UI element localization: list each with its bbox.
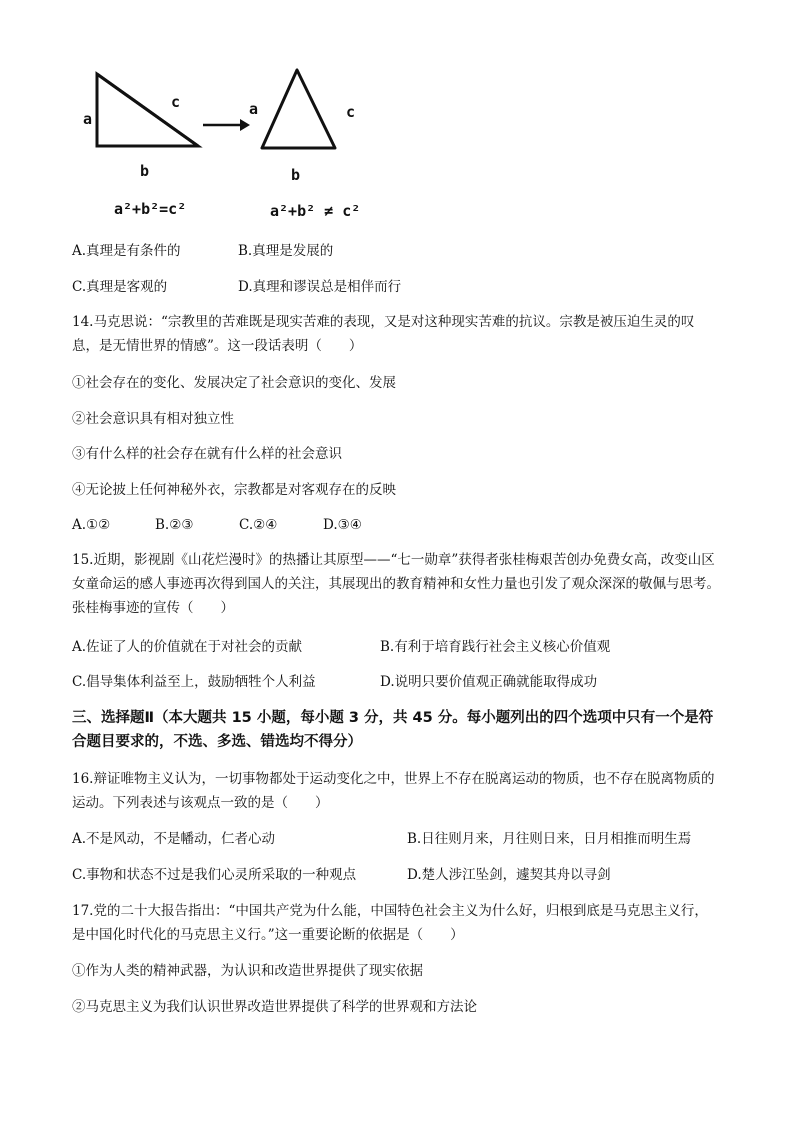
q14-item-4: ④无论披上任何神秘外衣，宗教都是对客观存在的反映 bbox=[72, 482, 396, 498]
q13-option-b: B.真理是发展的 bbox=[238, 243, 334, 259]
q14-stem: 14.马克思说：“宗教里的苦难既是现实苦难的表现，又是对这种现实苦难的抗议。宗教是被压迫生灵的叹息，是无情世界的情感”。这一段话表明（ ） bbox=[72, 314, 695, 354]
left-label-a: a bbox=[83, 110, 93, 128]
q14-option-d: D.③④ bbox=[323, 517, 362, 533]
left-label-c: c bbox=[171, 93, 181, 111]
q14-option-c: C.②④ bbox=[239, 517, 278, 533]
q15-stem: 15.近期，影视剧《山花烂漫时》的热播让其原型——“七一勋章”获得者张桂梅艰苦创办免费女高，改变山区女童命运的感人事迹再次得到国人的关注，其展现出的教育精神和女性力量也引发了观众深深的敬佩与思考。张桂梅事迹的宣传（ ） bbox=[72, 552, 720, 616]
q13-option-c: C.真理是客观的 bbox=[72, 279, 168, 295]
left-label-b: b bbox=[140, 162, 150, 180]
q15-option-b: B.有利于培育践行社会主义核心价值观 bbox=[380, 639, 611, 655]
triangle-diagram bbox=[70, 62, 370, 230]
q16-option-a: A.不是风动，不是幡动，仁者心动 bbox=[72, 831, 276, 847]
q17-item-1: ①作为人类的精神武器，为认识和改造世界提供了现实依据 bbox=[72, 963, 423, 979]
arrow-right-icon bbox=[240, 119, 250, 131]
q16-option-b: B.日往则月来，月往则日来，日月相推而明生焉 bbox=[407, 831, 692, 847]
right-label-a: a bbox=[249, 100, 259, 118]
left-formula: a²+b²=c² bbox=[114, 200, 187, 218]
triangle-figure bbox=[70, 62, 370, 230]
q13-option-a: A.真理是有条件的 bbox=[72, 243, 181, 259]
right-label-c: c bbox=[346, 103, 356, 121]
q15-option-c: C.倡导集体利益至上，鼓励牺牲个人利益 bbox=[72, 674, 316, 690]
acute-triangle bbox=[262, 70, 335, 148]
q14-item-2: ②社会意识具有相对独立性 bbox=[72, 411, 234, 427]
q14-option-b: B.②③ bbox=[155, 517, 194, 533]
q16-option-c: C.事物和状态不过是我们心灵所采取的一种观点 bbox=[72, 867, 357, 883]
right-triangle-hypotenuse bbox=[97, 74, 198, 146]
q17-item-2: ②马克思主义为我们认识世界改造世界提供了科学的世界观和方法论 bbox=[72, 999, 477, 1015]
q13-option-d: D.真理和谬误总是相伴而行 bbox=[238, 279, 402, 295]
q14-option-a: A.①② bbox=[72, 517, 111, 533]
q15-option-d: D.说明只要价值观正确就能取得成功 bbox=[380, 674, 598, 690]
q17-stem: 17.党的二十大报告指出：“中国共产党为什么能，中国特色社会主义为什么好，归根到底是马克思主义行，是中国化时代化的马克思主义行。”这一重要论断的依据是（ ） bbox=[72, 903, 708, 943]
q16-stem: 16.辩证唯物主义认为，一切事物都处于运动变化之中，世界上不存在脱离运动的物质，也不存在脱离物质的运动。下列表述与该观点一致的是（ ） bbox=[72, 771, 715, 811]
right-formula: a²+b² ≠ c² bbox=[270, 202, 361, 220]
q14-item-3: ③有什么样的社会存在就有什么样的社会意识 bbox=[72, 446, 342, 462]
q14-item-1: ①社会存在的变化、发展决定了社会意识的变化、发展 bbox=[72, 375, 396, 391]
q15-option-a: A.佐证了人的价值就在于对社会的贡献 bbox=[72, 639, 303, 655]
right-label-b: b bbox=[291, 166, 301, 184]
section-3-heading: 三、选择题Ⅱ（本大题共 15 小题，每小题 3 分，共 45 分。每小题列出的四个选项中只有一个是符合题目要求的，不选、多选、错选均不得分） bbox=[72, 710, 714, 750]
q16-option-d: D.楚人涉江坠剑，遽契其舟以寻剑 bbox=[407, 867, 611, 883]
